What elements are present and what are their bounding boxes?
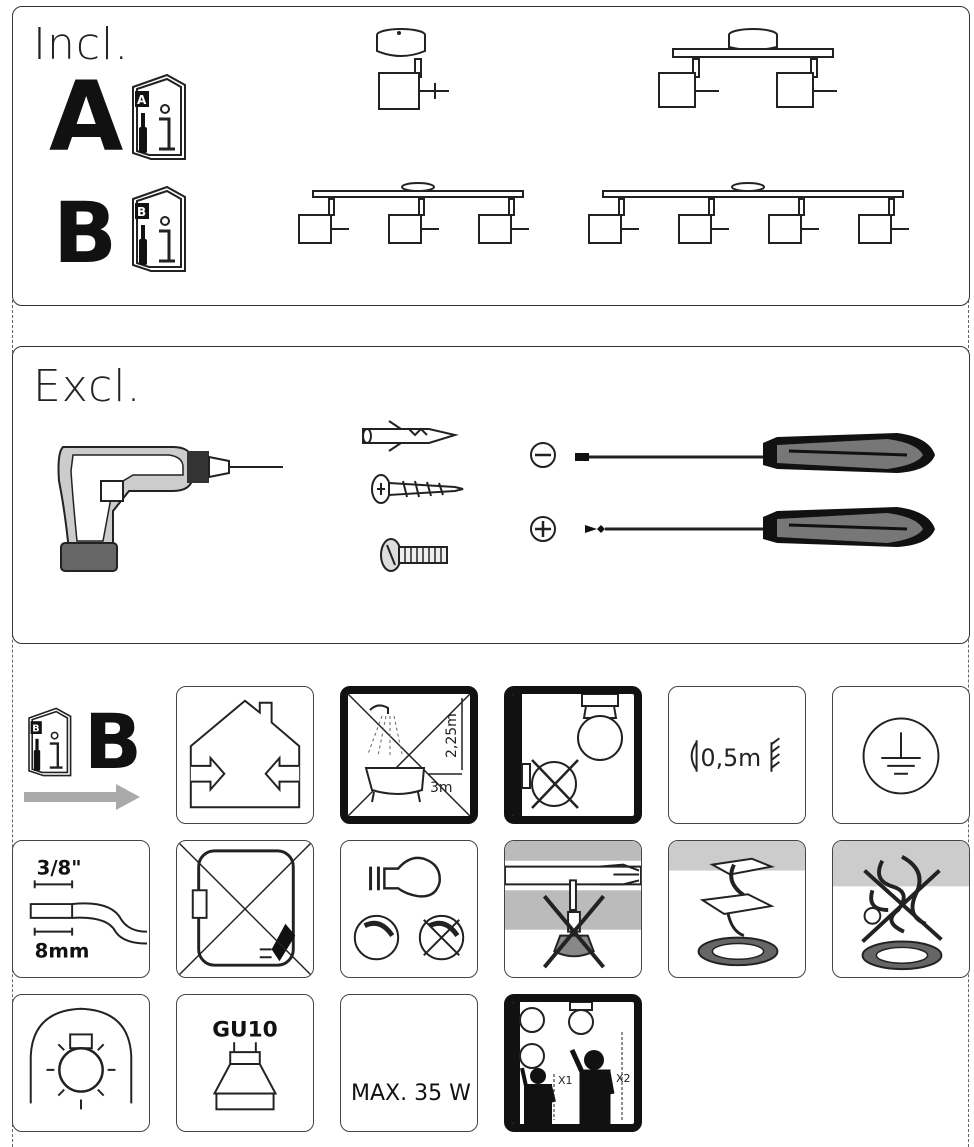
- manual-book-icon: [127, 67, 189, 167]
- ceiling-height-tile: [504, 994, 642, 1132]
- earth-tile: [832, 686, 970, 824]
- wall-plug-icon: [359, 419, 459, 455]
- bulb-heat-tile: [12, 994, 150, 1132]
- ceiling-box-icon: [669, 841, 805, 977]
- triple-spotlight-icon: [293, 179, 543, 259]
- tangled-wires-forbidden-icon: [833, 841, 969, 977]
- drill-icon: [43, 431, 283, 591]
- person-x2-label: X2: [616, 1072, 631, 1085]
- included-header: Incl.: [33, 19, 130, 70]
- arrow-right-icon: [24, 782, 142, 812]
- bath-height-label: 2,25m: [444, 713, 460, 758]
- manual-b-letter: B: [137, 205, 147, 219]
- variant-b-letter: B: [53, 184, 118, 282]
- dimmer-icon: [341, 841, 477, 977]
- min-distance-tile: [668, 686, 806, 824]
- wire-strip-tile: [12, 840, 150, 978]
- person-x1-label: X1: [558, 1074, 573, 1087]
- bulb-type-label: GU10: [212, 1017, 278, 1043]
- phillips-screwdriver-icon: [527, 503, 947, 549]
- wall-mount-forbidden-tile: [504, 686, 642, 824]
- bulb-type-tile: [176, 994, 314, 1132]
- slotted-screwdriver-icon: [527, 429, 947, 475]
- included-panel: [12, 6, 970, 306]
- double-spotlight-icon: [653, 23, 843, 123]
- dimmer-tile: [340, 840, 478, 978]
- ceiling-connection-ok-tile: [668, 840, 806, 978]
- manual-big-letter: B: [84, 697, 142, 786]
- distance-icon: [669, 687, 805, 823]
- wire-size-mm: 8mm: [34, 939, 90, 963]
- excluded-header: Excl.: [33, 361, 142, 412]
- wood-screw-icon: [369, 469, 469, 509]
- no-drill-cable-icon: [505, 841, 641, 977]
- wall-lamp-forbidden-icon: [512, 694, 634, 816]
- no-drilling-wires-tile: [504, 840, 642, 978]
- manual-a-letter: A: [137, 93, 147, 107]
- wire-strip-icon: [13, 841, 149, 977]
- distance-label: 0,5m: [700, 743, 762, 772]
- bath-distance-label: 3m: [430, 780, 453, 796]
- single-spotlight-icon: [361, 23, 461, 123]
- manual-book-icon: [127, 179, 189, 279]
- no-plug-icon: [177, 841, 313, 977]
- quad-spotlight-icon: [583, 179, 913, 259]
- max-wattage-tile: [340, 994, 478, 1132]
- excluded-panel: [12, 346, 970, 644]
- variant-a-letter: A: [49, 61, 124, 173]
- wire-size-inch: 3/8": [36, 856, 82, 880]
- earth-ground-icon: [833, 687, 969, 823]
- ceiling-height-icon: [512, 1002, 634, 1124]
- house-indoor-icon: [177, 687, 313, 823]
- no-plug-tile: [176, 840, 314, 978]
- ceiling-connection-wrong-tile: [832, 840, 970, 978]
- machine-screw-icon: [377, 535, 457, 575]
- max-wattage-label: MAX. 35 W: [351, 1081, 471, 1106]
- indoor-use-tile: [176, 686, 314, 824]
- bathroom-zone-tile: [340, 686, 478, 824]
- manual-letter: B: [32, 723, 40, 735]
- gu10-bulb-icon: [177, 995, 313, 1131]
- bulb-heat-icon: [13, 995, 149, 1131]
- manual-book-icon: [22, 702, 76, 782]
- bathroom-zone-icon: [348, 694, 470, 816]
- manual-b-reference: [22, 697, 162, 820]
